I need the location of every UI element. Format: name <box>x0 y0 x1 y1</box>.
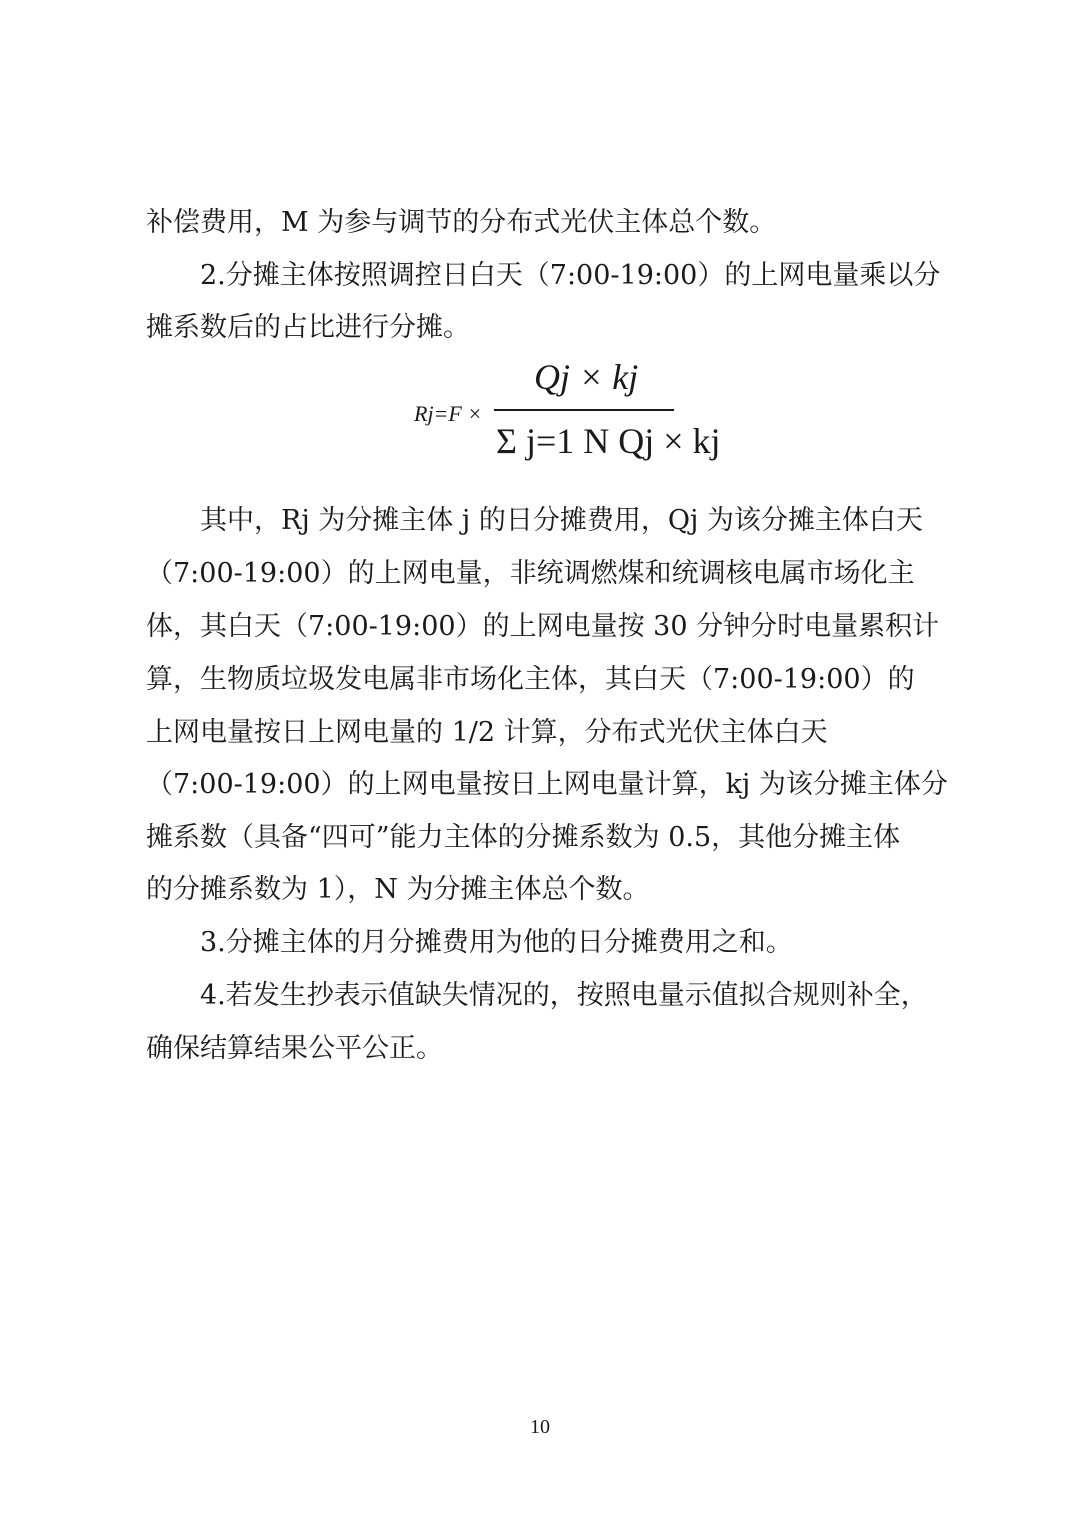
paragraph-line: 3.分摊主体的月分摊费用为他的日分摊费用之和。 <box>200 927 793 958</box>
paragraph-line: 4.若发生抄表示值缺失情况的，按照电量示值拟合规则补全， <box>200 980 928 1011</box>
paragraph-line: 其中，Rj 为分摊主体 j 的日分摊费用，Qj 为该分摊主体白天 <box>200 505 923 536</box>
paragraph-line: 的分摊系数为 1），N 为分摊主体总个数。 <box>146 874 650 905</box>
formula-numerator: Qj × kj <box>534 357 639 397</box>
paragraph-line: 算，生物质垃圾发电属非市场化主体，其白天（7:00-19:00）的 <box>146 664 915 695</box>
formula-lhs: Rj=F × <box>414 401 483 426</box>
paragraph-line: 摊系数后的占比进行分摊。 <box>146 312 470 343</box>
page-number: 10 <box>530 1416 550 1438</box>
paragraph-line: 体，其白天（7:00-19:00）的上网电量按 30 分钟分时电量累积计 <box>146 611 940 642</box>
paragraph-line: 2.分摊主体按照调控日白天（7:00-19:00）的上网电量乘以分 <box>200 260 941 291</box>
paragraph-line: 补偿费用，M 为参与调节的分布式光伏主体总个数。 <box>146 207 777 238</box>
paragraph-line: 上网电量按日上网电量的 1/2 计算，分布式光伏主体白天 <box>146 717 828 748</box>
fraction-bar <box>494 409 674 411</box>
paragraph-line: （7:00-19:00）的上网电量，非统调燃煤和统调核电属市场化主 <box>146 558 915 589</box>
paragraph-line: （7:00-19:00）的上网电量按日上网电量计算，kj 为该分摊主体分 <box>146 769 948 800</box>
allocation-formula <box>414 356 721 486</box>
formula-denominator: Σ j=1 N Qj × kj <box>496 421 721 461</box>
paragraph-line: 摊系数（具备“四可”能力主体的分摊系数为 0.5，其他分摊主体 <box>146 822 901 853</box>
paragraph-line: 确保结算结果公平公正。 <box>146 1033 443 1064</box>
